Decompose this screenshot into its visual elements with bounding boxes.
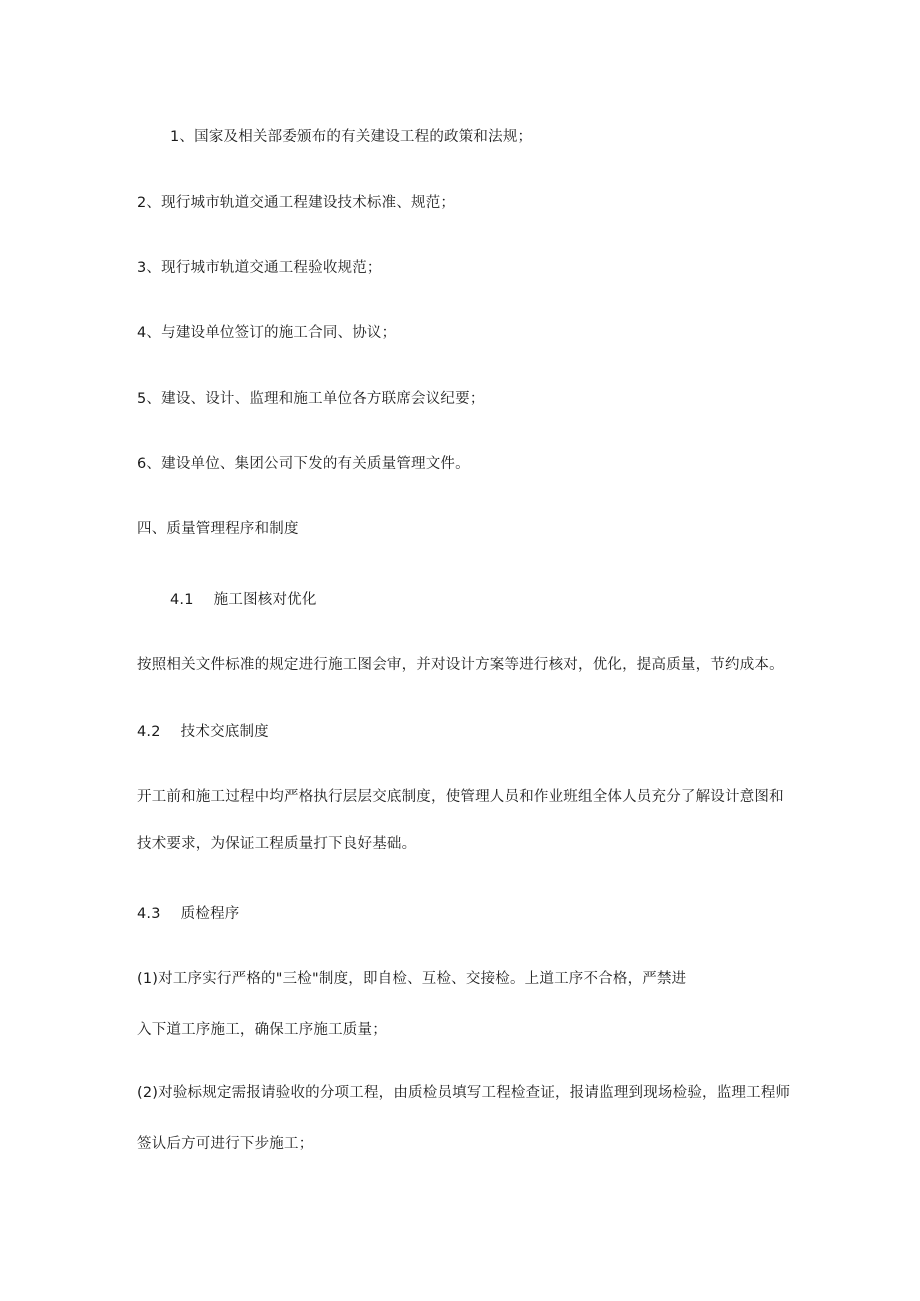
subsection-number: 4.1	[170, 592, 194, 608]
paragraph-4-2-line-2: 技术要求，为保证工程质量打下良好基础。	[137, 836, 417, 852]
subsection-title: 施工图核对优化	[213, 592, 317, 608]
paragraph-4-1: 按照相关文件标准的规定进行施工图会审，并对设计方案等进行核对，优化，提高质量，节约成本。	[137, 657, 784, 673]
subsection-title: 技术交底制度	[180, 724, 269, 740]
paragraph-4-3-item-2-line-2: 签认后方可进行下步施工；	[137, 1136, 314, 1152]
subsection-number: 4.2	[137, 724, 161, 740]
subsection-heading-4-2	[137, 722, 269, 742]
subsection-heading-4-3	[137, 904, 239, 924]
basis-item-3: 3、现行城市轨道交通工程验收规范；	[137, 260, 382, 276]
basis-item-4: 4、与建设单位签订的施工合同、协议；	[137, 325, 397, 341]
paragraph-4-3-item-1-line-1: (1)对工序实行严格的"三检"制度，即自检、互检、交接检。上道工序不合格，严禁进	[137, 971, 687, 987]
subsection-number: 4.3	[137, 906, 161, 922]
basis-item-2: 2、现行城市轨道交通工程建设技术标准、规范；	[137, 195, 456, 211]
basis-item-5: 5、建设、设计、监理和施工单位各方联席会议纪要；	[137, 391, 485, 407]
paragraph-4-3-item-2-line-1: (2)对验标规定需报请验收的分项工程，由质检员填写工程检查证，报请监理到现场检验，监理工程师	[137, 1085, 791, 1101]
paragraph-4-2-line-1: 开工前和施工过程中均严格执行层层交底制度，使管理人员和作业班组全体人员充分了解设计意图和	[137, 789, 784, 805]
section-heading-4: 四、质量管理程序和制度	[137, 521, 299, 537]
basis-item-6: 6、建设单位、集团公司下发的有关质量管理文件。	[137, 456, 470, 472]
subsection-heading-4-1	[170, 590, 317, 610]
subsection-title: 质检程序	[180, 906, 240, 922]
basis-item-1: 1、国家及相关部委颁布的有关建设工程的政策和法规；	[170, 129, 533, 145]
paragraph-4-3-item-1-line-2: 入下道工序施工，确保工序施工质量；	[137, 1022, 387, 1038]
